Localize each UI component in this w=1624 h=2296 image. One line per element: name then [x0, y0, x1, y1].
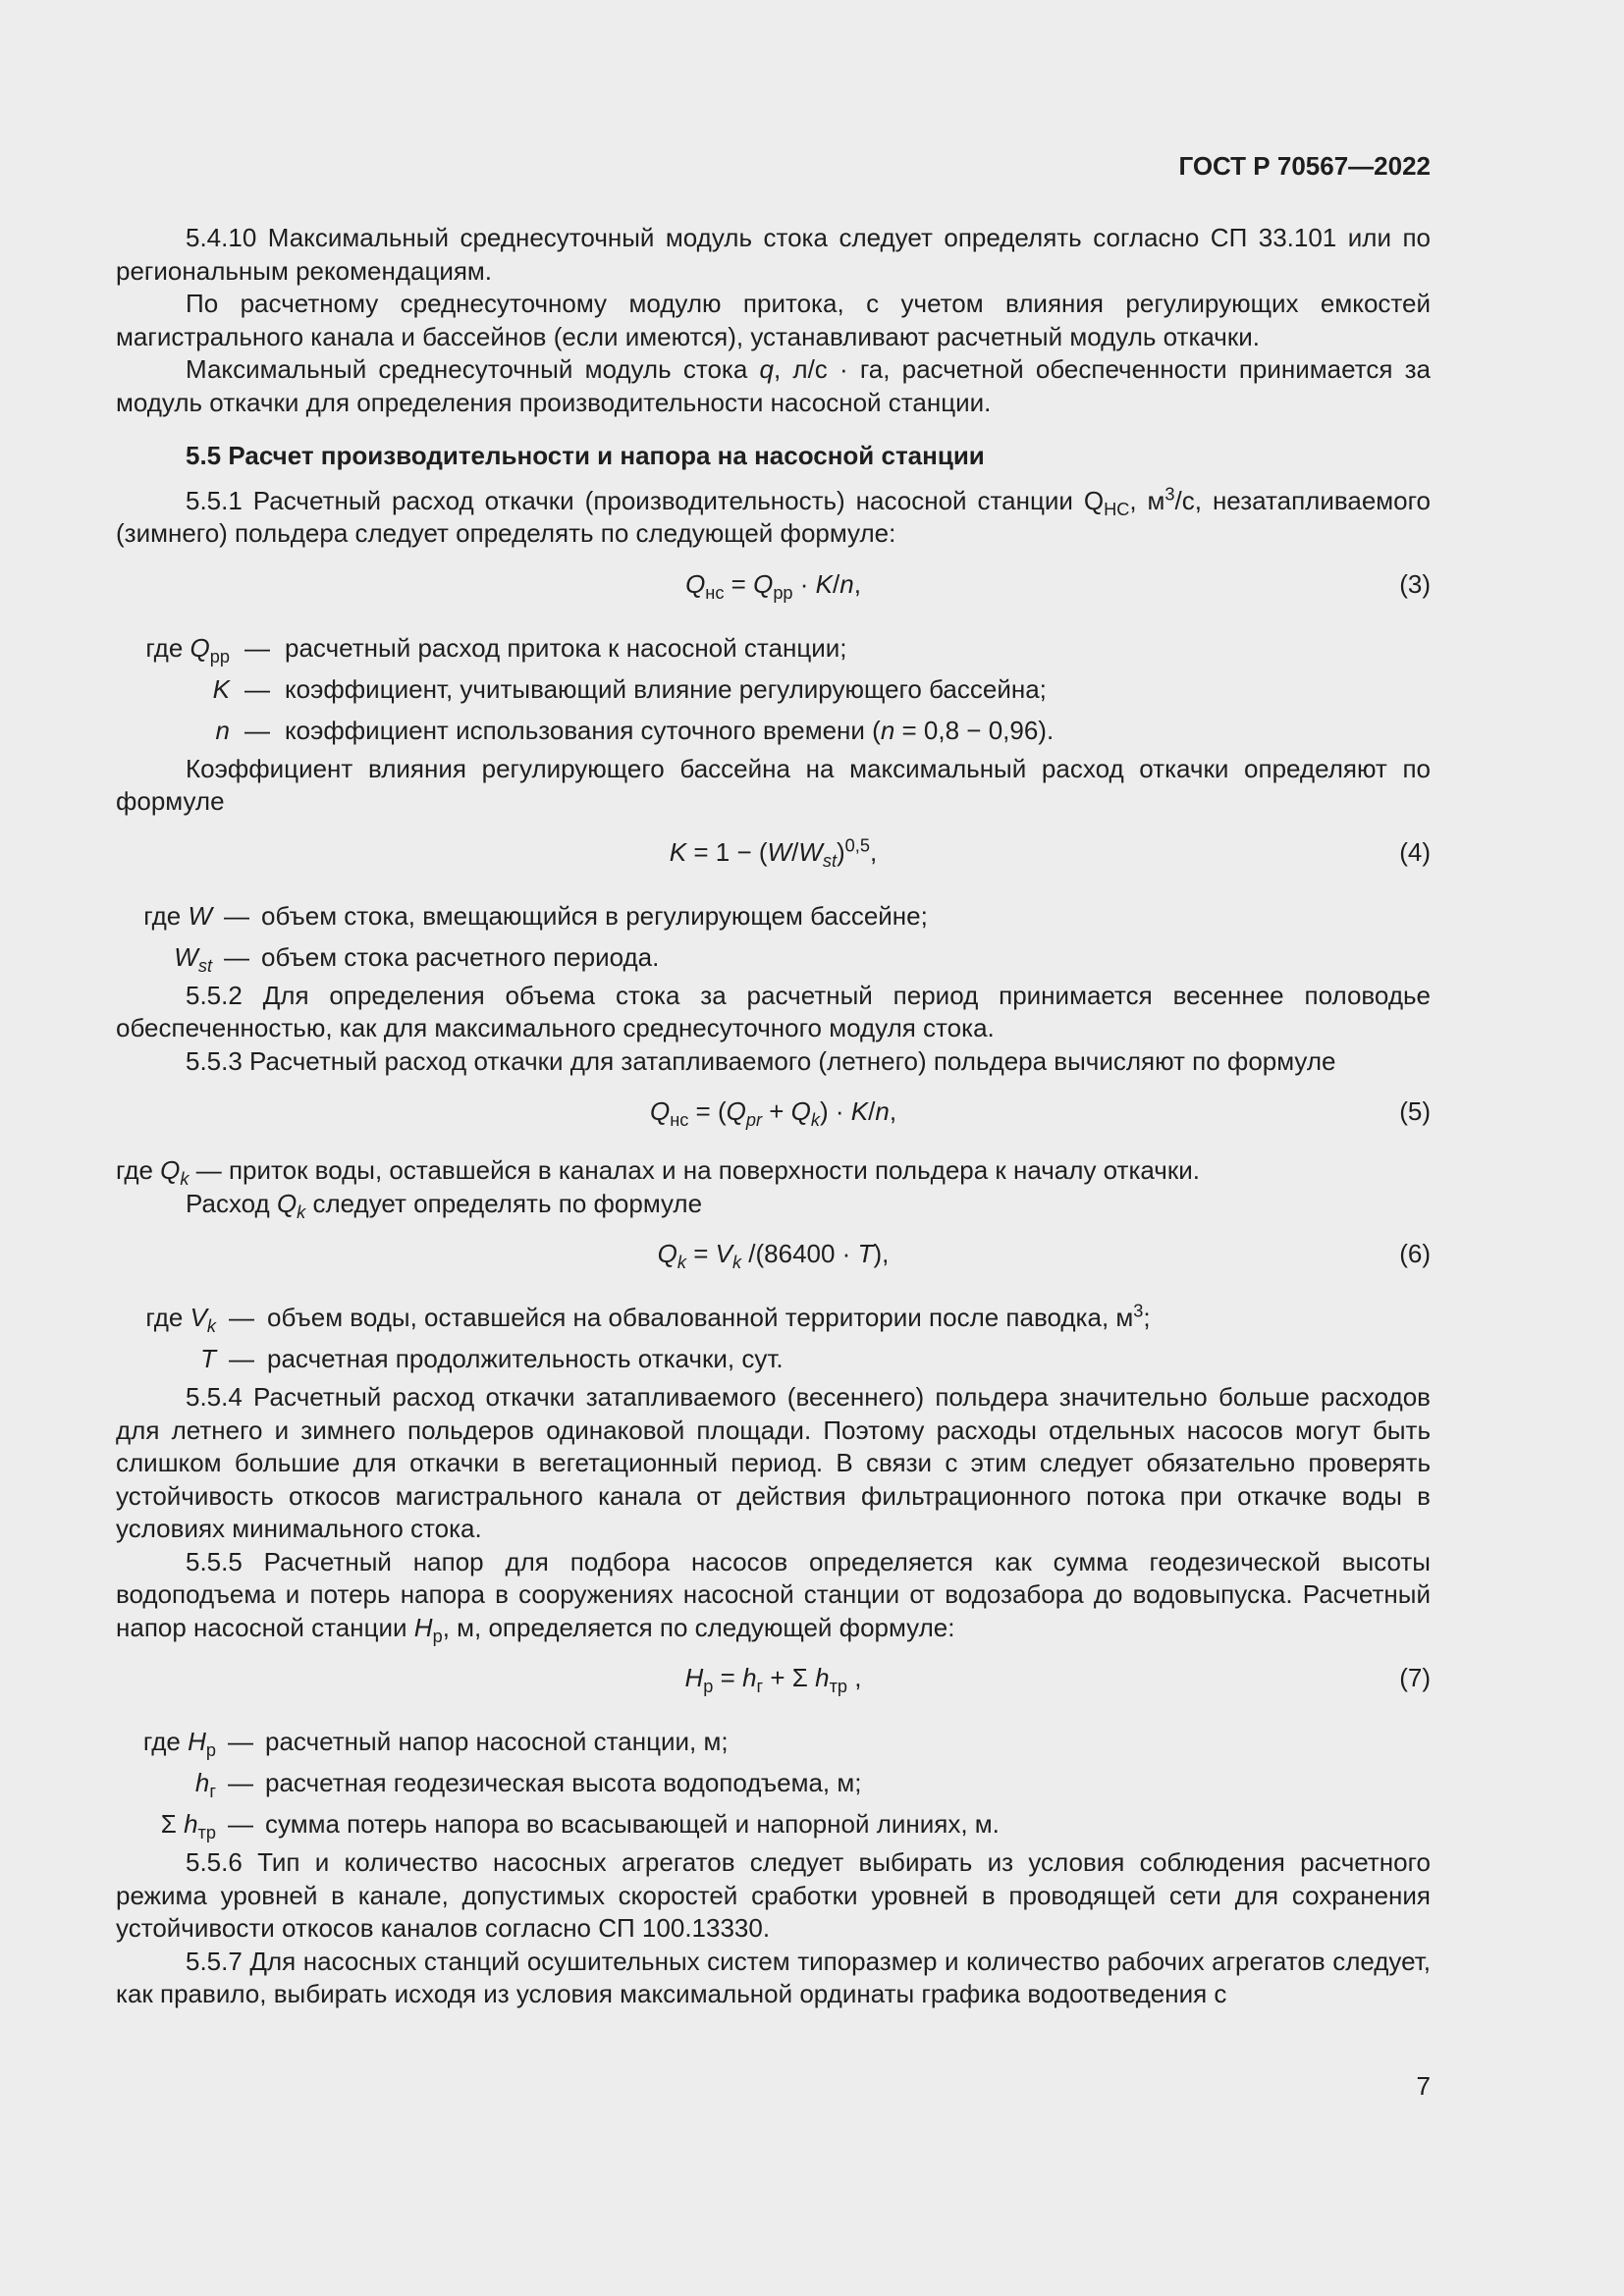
formula-5	[116, 1095, 1431, 1131]
paragraph-pumping-module: По расчетному среднесуточному модулю притока, с учетом влияния регулирующих емкостей магистрального канала и бассейнов (если имеются), устанавливают расчетный модуль откачки.	[116, 289, 1431, 351]
page-number: 7	[1416, 2071, 1431, 2101]
paragraph-qk-flow: Расход $Q_k$ следует определять по формуле	[186, 1188, 703, 1222]
where-row: где $Q_{рр}$ — расчетный расход притока к насосной станции;	[145, 632, 847, 667]
where-row: n — коэффициент использования суточного времени (n = 0,8 − 0,96).	[215, 715, 1055, 745]
document-body	[116, 222, 1431, 2011]
paragraph-k-coefficient: Коэффициент влияния регулирующего бассейна на максимальный расход откачки определяют по формуле	[116, 753, 1431, 816]
paragraph-5-4-10: 5.4.10 Максимальный среднесуточный модуль стока следует определять согласно СП 33.101 или по региональным рекомендациям.	[116, 223, 1431, 286]
formula-6	[116, 1238, 1431, 1273]
formula-5-number: (5)	[1399, 1096, 1431, 1126]
paragraph-5-5-4: 5.5.4 Расчетный расход откачки затапливаемого (весеннего) польдера значительно больше расходов для летнего и зимнего польдеров одинаковой площади. Поэтому расходы отдельных насосов могут быть слишком большие для откачки в вегетационный период. В связи с этим следует обязательно проверять устойчивость откосов магистрального канала от действия фильтрационного потока при откачке воды в условиях минимального стока.	[116, 1382, 1431, 1543]
where-row: где W — объем стока, вмещающийся в регулирующем бассейне;	[143, 900, 928, 931]
formula-4-expression: $K = 1 - (W/W_{st})^{0,5}$,	[669, 834, 878, 871]
formula-5-expression: $Q_{нс} = (Q_{pr} + Q_k) \cdot K/n$,	[649, 1096, 897, 1131]
where-list-formula-7	[116, 1721, 1431, 1844]
where-row: T — расчетная продолжительность откачки, сут.	[200, 1344, 784, 1373]
formula-3-number: (3)	[1399, 568, 1431, 599]
document-code-header: ГОСТ Р 70567—2022	[1178, 151, 1431, 181]
formula-3	[116, 568, 1431, 604]
where-formula-5: где $Q_k$ — приток воды, оставшейся в каналах и на поверхности польдера к началу откачки.	[116, 1155, 1200, 1190]
where-row: $h_г$ — расчетная геодезическая высота водоподъема, м;	[194, 1768, 862, 1802]
formula-3-expression: $Q_{нс} = Q_{рр} \cdot K/n$,	[685, 568, 861, 603]
formula-7-expression: $H_р = h_г + \Sigma$ $h_{тр}$ ,	[684, 1663, 862, 1697]
where-row: Σ $h_{тр}$ — сумма потерь напора во всасывающей и напорной линиях, м.	[160, 1809, 1000, 1843]
paragraph-5-5-6: 5.5.6 Тип и количество насосных агрегатов следует выбирать из условия соблюдения расчетного режима уровней в канале, допустимых скоростей сработки уровней в проводящей сети для сохранения устойчивости откосов каналов согласно СП 100.13330.	[116, 1847, 1431, 1943]
paragraph-5-5-5: 5.5.5 Расчетный напор для подбора насосов определяется как сумма геодезической высоты водоподъема и потерь напора в сооружениях насосной станции от водозабора до водовыпуска. Расчетный напор насосной станции $H_р$, м, определяется по следующей формуле:	[116, 1546, 1431, 1646]
section-title-5-5: 5.5 Расчет производительности и напора на насосной станции	[186, 441, 985, 470]
paragraph-5-5-2: 5.5.2 Для определения объема стока за расчетный период принимается весеннее половодье обеспеченностью, как для максимального среднесуточного модуля стока.	[116, 980, 1431, 1042]
where-list-formula-4	[116, 895, 1431, 978]
formula-6-number: (6)	[1399, 1239, 1431, 1268]
where-row: $W_{st}$ — объем стока расчетного периода.	[174, 941, 660, 976]
where-list-formula-3	[116, 627, 1431, 751]
paragraph-5-5-3: 5.5.3 Расчетный расход откачки для затапливаемого (летнего) польдера вычисляют по формуле	[186, 1045, 1336, 1076]
where-row: где $H_р$ — расчетный напор насосной станции, м;	[142, 1727, 729, 1761]
formula-6-expression: $Q_k = V_k$ /(86400 · T),	[657, 1239, 890, 1273]
formula-7	[116, 1662, 1431, 1697]
formula-7-number: (7)	[1399, 1663, 1431, 1692]
formula-4-number: (4)	[1399, 836, 1431, 867]
formula-4	[116, 836, 1431, 872]
paragraph-5-5-7: 5.5.7 Для насосных станций осушительных систем типоразмер и количество рабочих агрегатов следует, как правило, выбирать исходя из условия максимальной ординаты графика водоотведения с	[116, 1946, 1431, 2008]
paragraph-max-module: Максимальный среднесуточный модуль стока q, л/с · га, расчетной обеспеченности принимается за модуль откачки для определения производительности насосной станции.	[116, 354, 1431, 417]
where-row: где $V_k$ — объем воды, оставшейся на обвалованной территории после паводка, $м^3$;	[145, 1301, 1151, 1337]
paragraph-5-5-1: 5.5.1 Расчетный расход откачки (производительность) насосной станции $Q_{НС}$, $м^3/с$, незатапливаемого (зимнего) польдера следует определять по следующей формуле:	[116, 483, 1431, 548]
where-list-formula-6	[116, 1297, 1431, 1379]
where-row: K — коэффициент, учитывающий влияние регулирующего бассейна;	[212, 673, 1047, 704]
